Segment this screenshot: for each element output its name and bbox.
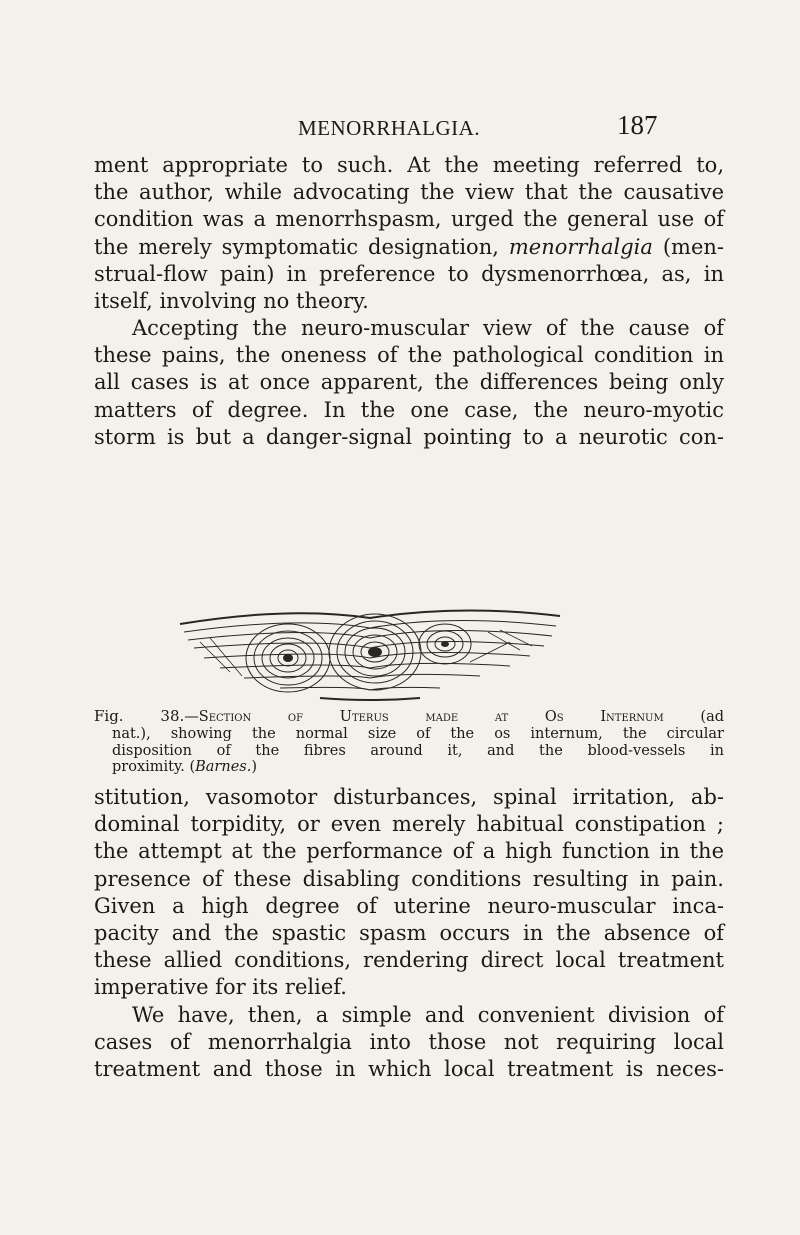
- figure-label: Fig. 38.: [94, 707, 185, 725]
- caption-line: disposition of the fibres around it, and the blood-vessels in: [112, 742, 724, 759]
- text-line: ment appropriate to such. At the meeting referred to,: [94, 153, 724, 177]
- paragraph-stitution: [94, 784, 724, 1002]
- caption-line: nat.), showing the normal size of the os internum, the circular: [112, 725, 724, 742]
- text-line: dominal torpidity, or even merely habitual constipation ;: [94, 812, 724, 837]
- text-line: storm is but a danger-signal pointing to a neurotic con-: [94, 424, 724, 449]
- text-fragment: ): [251, 759, 257, 776]
- text-line: strual-flow pain) in preference to dysmenorrhœa, as, in: [94, 261, 724, 286]
- text-line: these allied conditions, rendering direct local treatment: [94, 948, 724, 973]
- text-line: Given a high degree of uterine neuro-muscular inca-: [94, 893, 724, 918]
- italic-term: menorrhalgia: [508, 234, 653, 259]
- text-fragment: proximity. (: [112, 759, 196, 776]
- paragraph-division: [94, 1002, 724, 1084]
- text-line: all cases is at once apparent, the differences being only: [94, 370, 724, 395]
- text-line: imperative for its relief.: [94, 975, 347, 1000]
- running-title: MENORRHALGIA.: [298, 116, 481, 140]
- text-line: Accepting the neuro-muscular view of the cause of: [132, 316, 724, 340]
- text-fragment: (men-: [652, 234, 724, 259]
- text-line: the attempt at the performance of a high function in the: [94, 839, 724, 864]
- paragraph-continuation: [94, 152, 724, 315]
- running-head: [0, 108, 800, 148]
- text-line: the author, while advocating the view that the causative: [94, 180, 724, 205]
- caption-line: Fig. 38.—Section of Uterus made at Os Internum (ad: [94, 707, 725, 725]
- paragraph-neuro-muscular: [94, 315, 724, 451]
- text-fragment: (ad: [663, 709, 725, 725]
- text-line: condition was a menorrhspasm, urged the general use of: [94, 207, 724, 232]
- page-number: 187: [617, 110, 658, 140]
- text-line: presence of these disabling conditions resulting in pain.: [94, 866, 724, 891]
- text-line: these pains, the oneness of the pathological condition in: [94, 343, 724, 368]
- uterus-section-illustration: [170, 602, 570, 702]
- text-line: [94, 234, 724, 261]
- caption-line: [94, 759, 724, 776]
- text-line: itself, involving no theory.: [94, 289, 369, 314]
- text-line: matters of degree. In the one case, the neuro-myotic: [94, 397, 724, 422]
- text-line: pacity and the spastic spasm occurs in the absence of: [94, 921, 724, 946]
- text-line: cases of menorrhalgia into those not requiring local: [94, 1030, 724, 1055]
- text-line: We have, then, a simple and convenient division of: [132, 1003, 724, 1027]
- text-line: treatment and those in which local treatment is neces-: [94, 1057, 724, 1082]
- text-fragment: the merely symptomatic designation,: [94, 234, 509, 259]
- figure-title: Section of Uterus made at Os Internum: [198, 709, 664, 725]
- text-line: stitution, vasomotor disturbances, spinal irritation, ab-: [94, 785, 724, 809]
- caption-source: Barnes.: [195, 759, 252, 776]
- figure-caption: [94, 708, 724, 776]
